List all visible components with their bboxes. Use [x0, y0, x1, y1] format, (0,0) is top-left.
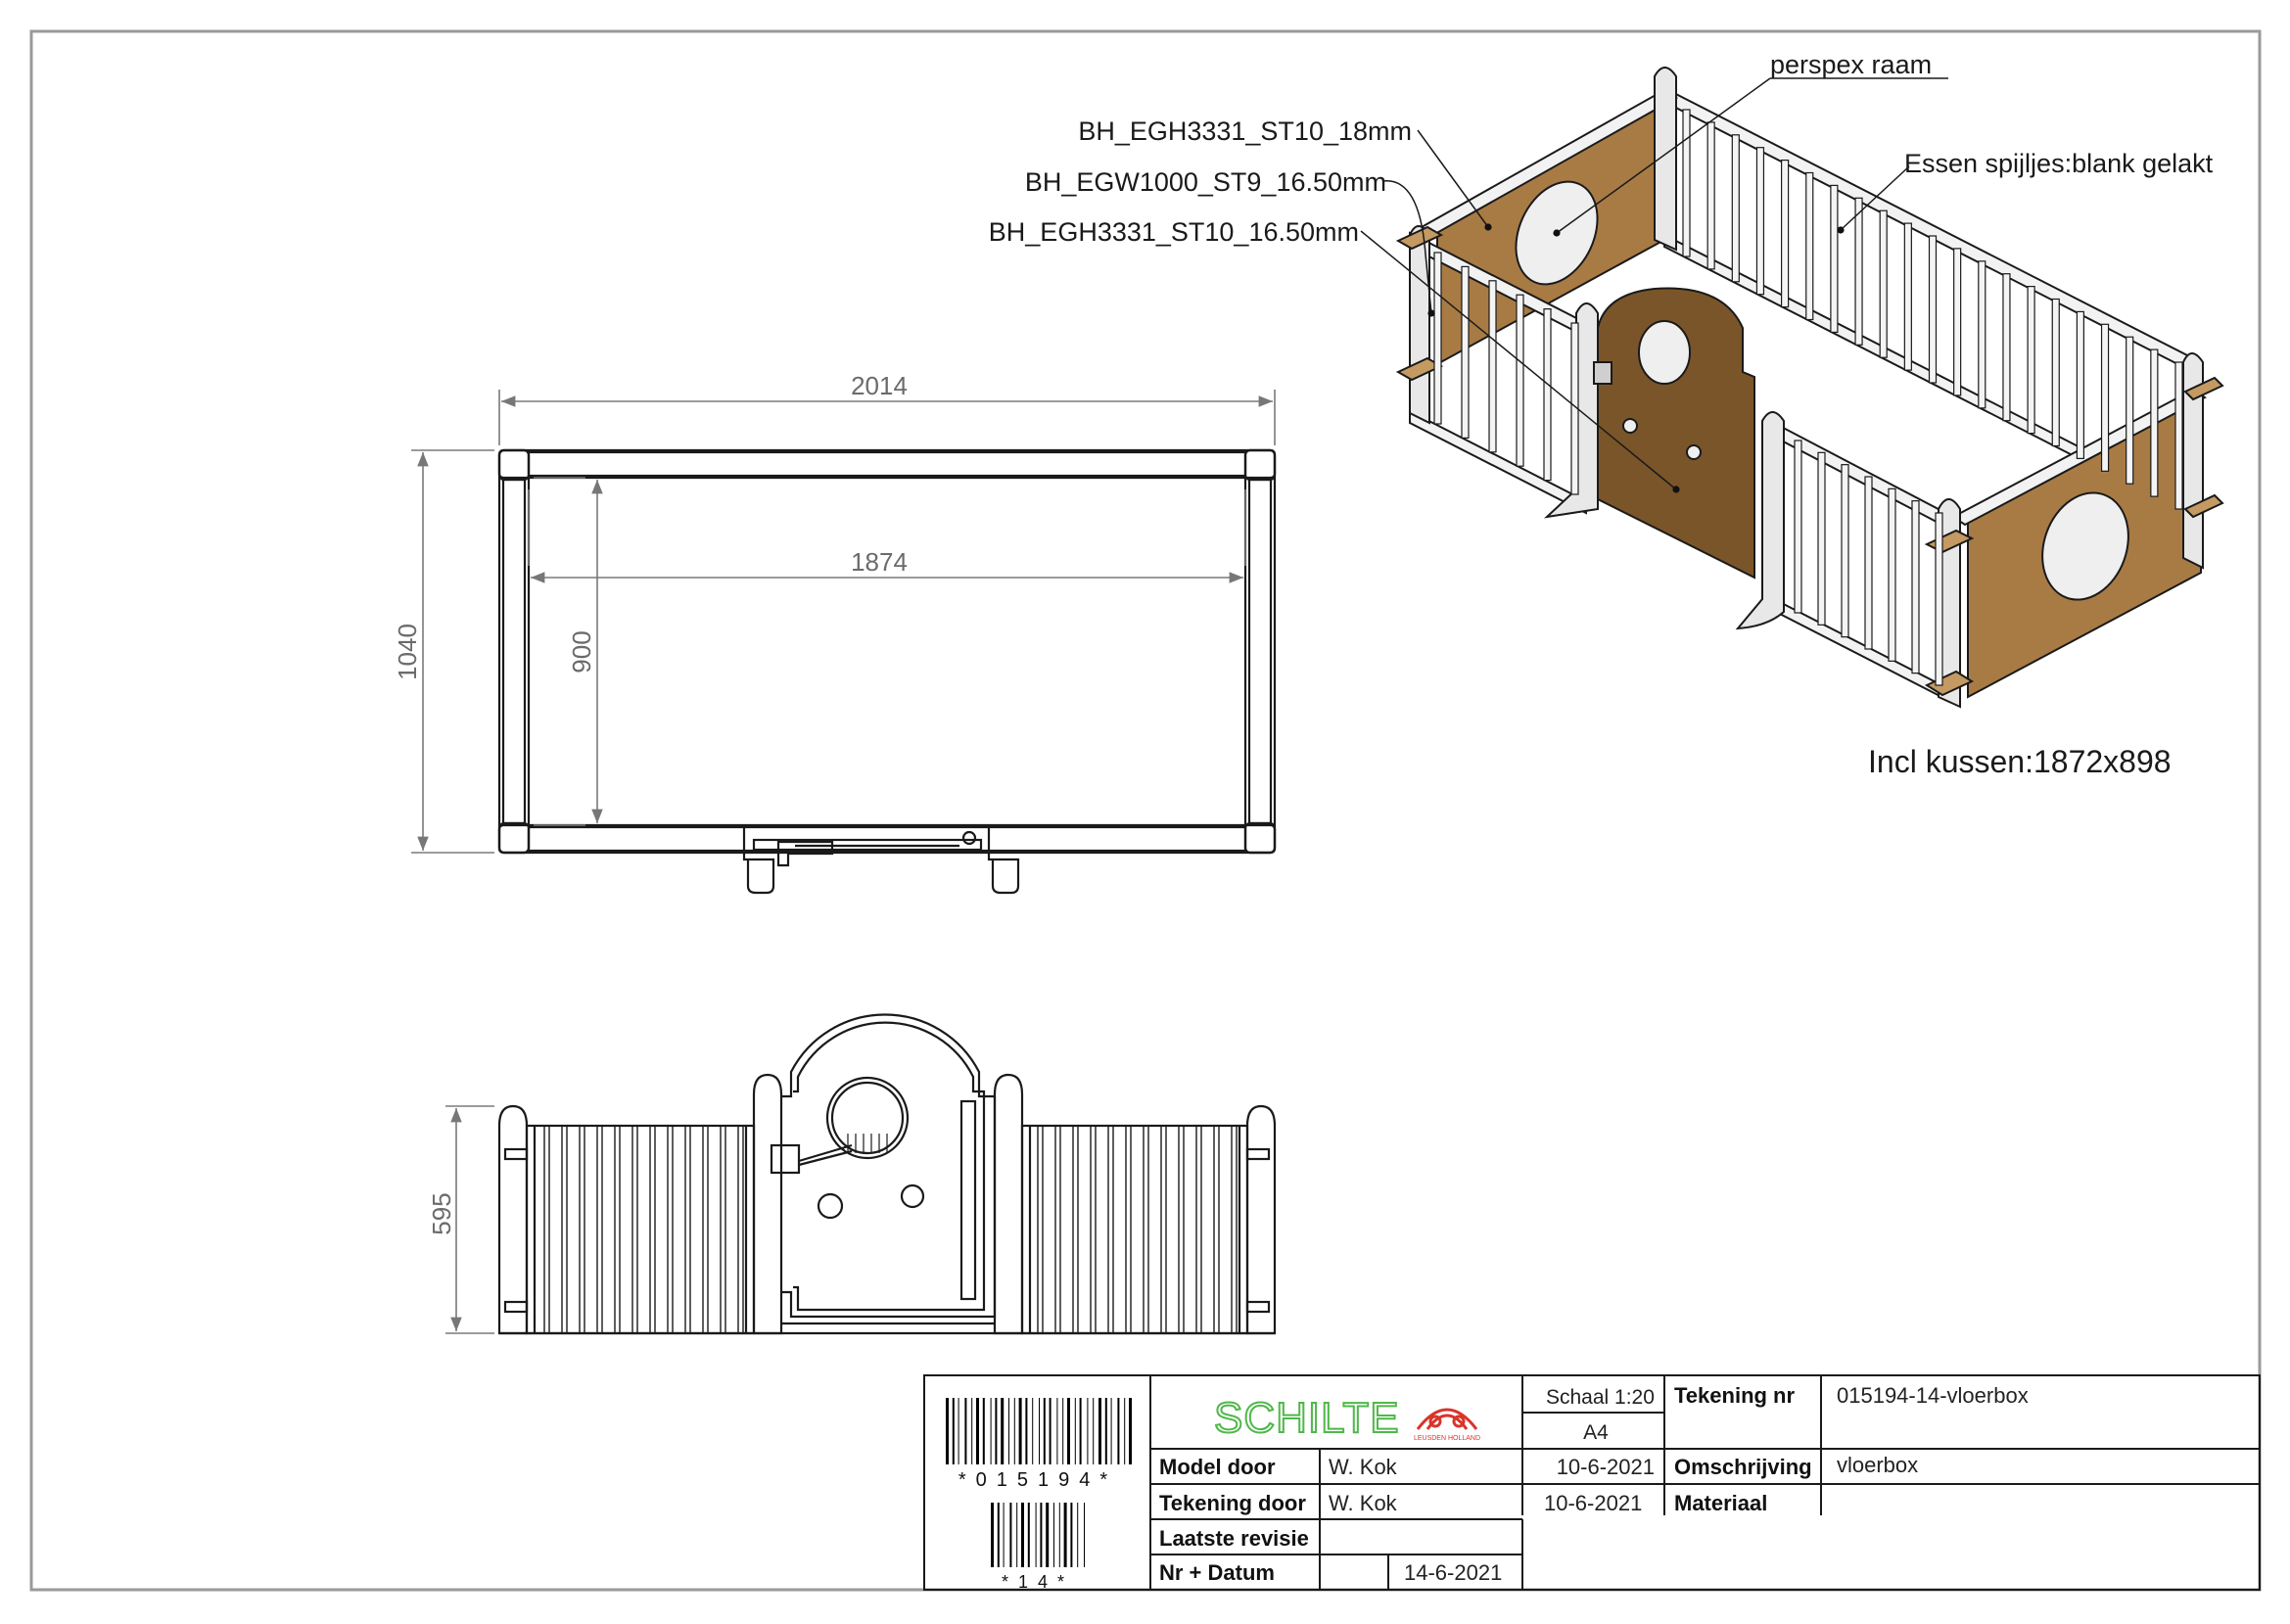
dim-front-height: 595	[427, 1192, 456, 1235]
nr-date-value: 14-6-2021	[1404, 1560, 1503, 1585]
drawn-by-value: W. Kok	[1329, 1491, 1397, 1515]
dim-inner-depth: 900	[567, 630, 596, 673]
barcode-small-bar	[1064, 1503, 1067, 1567]
iso-slat-back	[1979, 261, 1986, 408]
model-by-value: W. Kok	[1329, 1455, 1397, 1479]
barcode-small-bar	[1053, 1503, 1054, 1567]
iso-slat-left	[1544, 309, 1551, 481]
barcode-main-bar	[1075, 1398, 1076, 1464]
plan-view	[499, 450, 1275, 893]
iso-slat-back	[1707, 122, 1714, 269]
iso-slat-back	[1904, 223, 1911, 370]
model-by-label: Model door	[1159, 1455, 1276, 1479]
iso-slat-back	[2028, 287, 2034, 434]
barcode-main-bar	[1025, 1398, 1027, 1464]
barcode-main-bar	[1001, 1398, 1004, 1464]
nr-date-label: Nr + Datum	[1159, 1560, 1275, 1585]
iso-slat-back	[2175, 362, 2182, 509]
barcode-small-bar	[1004, 1503, 1005, 1567]
barcode-main-bar	[964, 1398, 966, 1464]
iso-slat-back	[1782, 161, 1789, 307]
barcode-main-bar	[1008, 1398, 1009, 1464]
iso-slat-front	[1795, 441, 1801, 613]
barcode-main-bar	[995, 1398, 997, 1464]
callout-spijltjes: Essen spijljes:blank gelakt	[1904, 149, 2214, 178]
barcode-main-bar	[946, 1398, 949, 1464]
barcode-small-bar	[1040, 1503, 1042, 1567]
barcode-main-bar	[1062, 1398, 1063, 1464]
callout-panel-18: BH_EGH3331_ST10_18mm	[1078, 116, 1412, 146]
iso-slat-back	[1806, 173, 1813, 320]
iso-slat-back	[1954, 249, 1961, 395]
brand-logo-mark	[1418, 1410, 1476, 1429]
barcode-small-bar	[1016, 1503, 1017, 1567]
plan-dimensions	[411, 390, 1275, 853]
barcode-main-bar	[1032, 1398, 1033, 1464]
barcode-small-bar	[1009, 1503, 1011, 1567]
front-view	[499, 1014, 1275, 1333]
iso-slat-back	[2151, 349, 2158, 496]
barcode-main-bar	[971, 1398, 972, 1464]
iso-slat-back	[1855, 198, 1862, 345]
barcode-main-bar	[1056, 1398, 1057, 1464]
iso-slat-back	[1880, 210, 1887, 357]
barcode-main-bar	[958, 1398, 959, 1464]
paper-size: A4	[1583, 1421, 1609, 1444]
model-date: 10-6-2021	[1556, 1455, 1655, 1479]
barcode-main-bar	[1019, 1398, 1022, 1464]
barcode-main-bar	[983, 1398, 985, 1464]
last-revision-label: Laatste revisie	[1159, 1526, 1309, 1551]
iso-slat-left	[1434, 253, 1441, 424]
iso-slat-back	[2003, 274, 2010, 421]
barcode-small-bar	[1021, 1503, 1024, 1567]
barcode-small-bar	[1046, 1503, 1049, 1567]
dim-overall-depth: 1040	[393, 624, 422, 680]
iso-slat-front	[1912, 501, 1919, 673]
barcode-main-bar	[1080, 1398, 1082, 1464]
material-label: Materiaal	[1674, 1491, 1768, 1515]
iso-slat-back	[2126, 337, 2133, 484]
barcode-main-bar	[1093, 1398, 1094, 1464]
iso-slat-back	[1756, 148, 1763, 295]
sheet-border	[31, 31, 2260, 1590]
iso-slat-left	[1489, 281, 1496, 452]
drawing-nr-label: Tekening nr	[1674, 1383, 1796, 1408]
barcode-main-bar	[1067, 1398, 1070, 1464]
barcode-main-bar	[1124, 1398, 1125, 1464]
iso-slat-back	[2052, 300, 2059, 446]
brand-tagline: LEUSDEN HOLLAND	[1413, 1435, 1481, 1442]
barcode-main-bar	[976, 1398, 979, 1464]
barcode-small-bar	[991, 1503, 994, 1567]
drawing-nr-value: 015194-14-vloerbox	[1837, 1383, 2029, 1408]
front-view-slats	[544, 1126, 1237, 1333]
barcode-small-bar	[1077, 1503, 1078, 1567]
iso-slat-front	[1818, 452, 1825, 625]
iso-slat-front	[1889, 488, 1895, 661]
barcode-small-text: *14*	[1001, 1572, 1075, 1592]
barcode-main-bar	[1014, 1398, 1015, 1464]
barcode-small-bar	[998, 1503, 1000, 1567]
iso-slat-front	[1936, 513, 1942, 685]
iso-slat-left	[1517, 295, 1523, 466]
barcode-main-bar	[1111, 1398, 1112, 1464]
cushion-note: Incl kussen:1872x898	[1868, 744, 2172, 779]
barcode-main-bar	[1044, 1398, 1046, 1464]
scale-value: Schaal 1:20	[1546, 1386, 1655, 1409]
drawn-date: 10-6-2021	[1544, 1491, 1643, 1515]
iso-slat-front	[1842, 465, 1848, 637]
dim-overall-width: 2014	[851, 371, 908, 400]
barcode-main-bar	[1105, 1398, 1107, 1464]
barcode-main-bar	[1129, 1398, 1132, 1464]
callout-perspex: perspex raam	[1770, 50, 1933, 79]
description-label: Omschrijving	[1674, 1455, 1812, 1479]
iso-slat-front	[1865, 477, 1872, 649]
barcode-main-bar	[1087, 1398, 1088, 1464]
barcode-small-bar	[1036, 1503, 1037, 1567]
iso-slat-back	[1831, 185, 1838, 332]
iso-slat-left	[1462, 266, 1469, 438]
callout-panel-egw: BH_EGW1000_ST9_16.50mm	[1024, 167, 1386, 197]
iso-slat-back	[2102, 324, 2109, 471]
description-value: vloerbox	[1837, 1453, 1919, 1477]
iso-slat-back	[1683, 110, 1690, 256]
barcode-small	[991, 1503, 1085, 1567]
barcode-small-bar	[1084, 1503, 1085, 1567]
iso-slat-back	[1732, 135, 1739, 282]
iso-slat-back	[2077, 311, 2083, 458]
brand-logo: SCHILTE	[1214, 1394, 1400, 1442]
barcode-main-bar	[953, 1398, 955, 1464]
barcode-main-text: *015194*	[958, 1469, 1118, 1491]
barcode-main-bar	[1098, 1398, 1101, 1464]
barcode-main-bar	[1117, 1398, 1119, 1464]
drawn-by-label: Tekening door	[1159, 1491, 1306, 1515]
barcode-main-bar	[1039, 1398, 1040, 1464]
barcode-small-bar	[1070, 1503, 1072, 1567]
iso-slat-back	[1930, 236, 1937, 383]
barcode-main-bar	[1050, 1398, 1052, 1464]
barcode-main-bar	[991, 1398, 992, 1464]
barcode-small-bar	[1028, 1503, 1030, 1567]
barcode-small-bar	[1059, 1503, 1060, 1567]
callout-panel-1650: BH_EGH3331_ST10_16.50mm	[988, 217, 1359, 247]
barcode-main	[946, 1398, 1132, 1464]
dim-inner-width: 1874	[851, 547, 908, 577]
